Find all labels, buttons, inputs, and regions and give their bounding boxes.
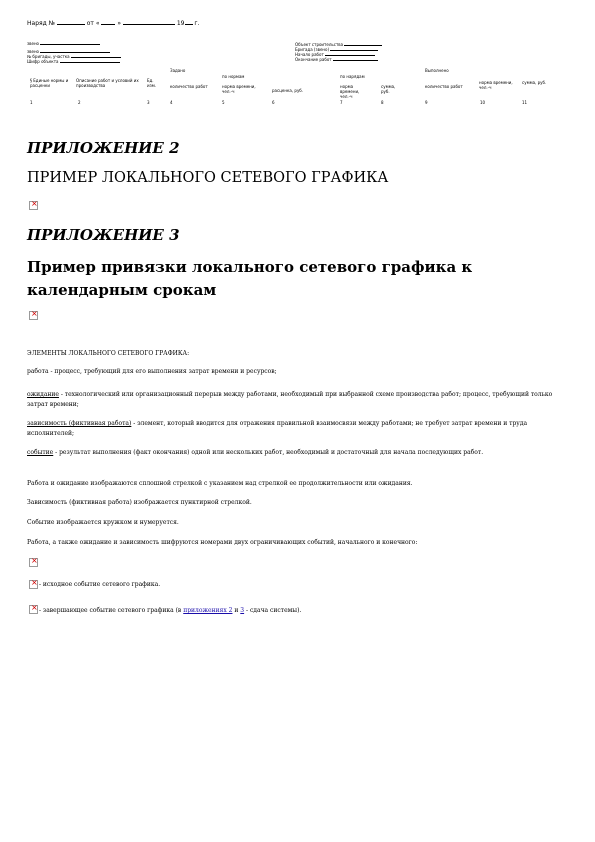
col-header-7: норма времени, чел.-ч: [340, 84, 360, 99]
order-number-blank: [57, 24, 85, 25]
wait-def: - технологический или организационный перерыв между работами, необходимый при выбранной схеме производства работ; процесс, требующий только затрат времени;: [27, 391, 553, 408]
right-field-1-label: Бригада (звено): [295, 47, 330, 52]
event-term: событие: [27, 449, 54, 456]
right-field-3: [295, 57, 378, 62]
broken-image-icon: [29, 605, 38, 614]
col-header-6: расценка, руб.: [272, 88, 304, 93]
col-number-9: 9: [425, 100, 428, 105]
col-number-1: 1: [30, 100, 33, 105]
col-number-5: 5: [222, 100, 225, 105]
col-header-3: Ед. изм.: [147, 78, 157, 88]
col-number-2: 2: [78, 100, 81, 105]
col-header-10: норма времени, чел.-ч: [479, 80, 513, 90]
col-header-5: норма времени, чел.-ч: [222, 84, 256, 94]
right-field-2-line: [325, 54, 375, 56]
appendix2-label: ПРИЛОЖЕНИЕ 2: [27, 139, 180, 157]
right-field-3-line: [333, 59, 378, 61]
broken-image-icon: [29, 311, 38, 320]
appendix3-title: Пример привязки локального сетевого графика к календарным срокам: [27, 258, 473, 299]
header-norm: по нормам: [222, 74, 245, 79]
paragraph-cipher: Работа, а также ожидание и зависимость шифруются номерами двух ограничивающих событий, начального и конечного:: [27, 539, 418, 546]
final-event-pre: - завершающее событие сетевого графика (в: [39, 607, 184, 614]
final-event-post: - сдача системы).: [244, 607, 302, 614]
col-header-11: сумма, руб.: [522, 80, 547, 85]
left-field-2-line: [60, 61, 120, 63]
broken-image-icon: [29, 558, 38, 567]
col-header-4: количество работ: [170, 84, 208, 89]
elements-heading: ЭЛЕМЕНТЫ ЛОКАЛЬНОГО СЕТЕВОГО ГРАФИКА:: [27, 350, 190, 357]
header-fact: по нарядам: [340, 74, 365, 79]
appendix2-title: ПРИМЕР ЛОКАЛЬНОГО СЕТЕВОГО ГРАФИКА: [27, 170, 389, 186]
col-number-11: 11: [522, 100, 528, 105]
header-planned: Задано: [170, 68, 186, 73]
order-year-suffix: г.: [194, 20, 200, 27]
broken-image-icon: [29, 201, 38, 210]
broken-image-icon: [29, 580, 38, 589]
work-def: - процесс, требующий для его выполнения затрат времени и ресурсов;: [48, 368, 277, 375]
paragraph-event: Событие изображается кружком и нумеруется.: [27, 519, 179, 526]
left-field-top-label: звено: [27, 41, 40, 46]
link-appendix3[interactable]: 3: [240, 607, 245, 614]
order-year-prefix: 19: [176, 20, 185, 27]
dependency-term: зависимость (фиктивная работа): [27, 420, 132, 427]
right-field-0-line: [344, 44, 382, 46]
order-from: от «: [86, 20, 100, 27]
col-number-4: 4: [170, 100, 173, 105]
order-day-blank: [101, 24, 115, 25]
right-field-1-line: [330, 49, 378, 51]
left-field-0-line: [40, 51, 110, 53]
definition-work: [27, 367, 555, 377]
order-quote-close: »: [117, 20, 122, 27]
work-term: работа: [27, 368, 49, 375]
left-field-0-label: звено: [27, 49, 40, 54]
col-number-7: 7: [340, 100, 343, 105]
col-header-2: Описание работ и условий их производства: [76, 78, 139, 88]
col-number-6: 6: [272, 100, 275, 105]
order-number-line: [27, 20, 199, 27]
wait-term: ожидание: [27, 391, 59, 398]
appendix3-label: ПРИЛОЖЕНИЕ 3: [27, 226, 180, 244]
definition-event: [27, 448, 555, 458]
paragraph-initial-event: - исходное событие сетевого графика.: [39, 581, 161, 588]
left-field-top-line: [40, 43, 100, 45]
definition-dependency: [27, 419, 555, 439]
col-number-3: 3: [147, 100, 150, 105]
paragraph-dependency: Зависимость (фиктивная работа) изображается пунктирной стрелкой.: [27, 499, 252, 506]
left-field-1-label: № бригады, участка: [27, 54, 70, 59]
order-year-blank: [185, 24, 193, 25]
col-header-8: сумма, руб.: [381, 84, 396, 94]
order-prefix: Наряд №: [27, 20, 55, 27]
right-field-3-label: Окончание работ: [295, 57, 332, 62]
dependency-def: - элемент, который вводится для отражения правильной взаимосвязи между работами; не требует затрат времени и труда исполнителей;: [27, 420, 528, 437]
col-header-9: количество работ: [425, 84, 463, 89]
right-field-0-label: Объект строительства: [295, 42, 344, 47]
link-appendix2[interactable]: приложениях 2: [183, 607, 233, 614]
left-field-2: [27, 59, 120, 64]
definition-wait: [27, 390, 555, 410]
col-number-10: 10: [480, 100, 486, 105]
right-field-2-label: Начало работ: [295, 52, 324, 57]
paragraph-arrow: Работа и ожидание изображаются сплошной стрелкой с указанием над стрелкой ее продолжительности или ожидания.: [27, 480, 413, 487]
col-header-1: § Единые нормы и расценки: [30, 78, 69, 88]
event-def: - результат выполнения (факт окончания) одной или нескольких работ, необходимый и достаточный для начала последующих работ.: [53, 449, 484, 456]
order-month-blank: [123, 24, 175, 25]
left-field-1-line: [71, 56, 121, 58]
header-actual: Выполнено: [425, 68, 449, 73]
paragraph-final-event: [39, 606, 539, 616]
final-event-mid: и: [232, 607, 241, 614]
col-number-8: 8: [381, 100, 384, 105]
left-field-2-label: Шифр объекта: [27, 59, 59, 64]
left-field-top: [27, 41, 100, 46]
